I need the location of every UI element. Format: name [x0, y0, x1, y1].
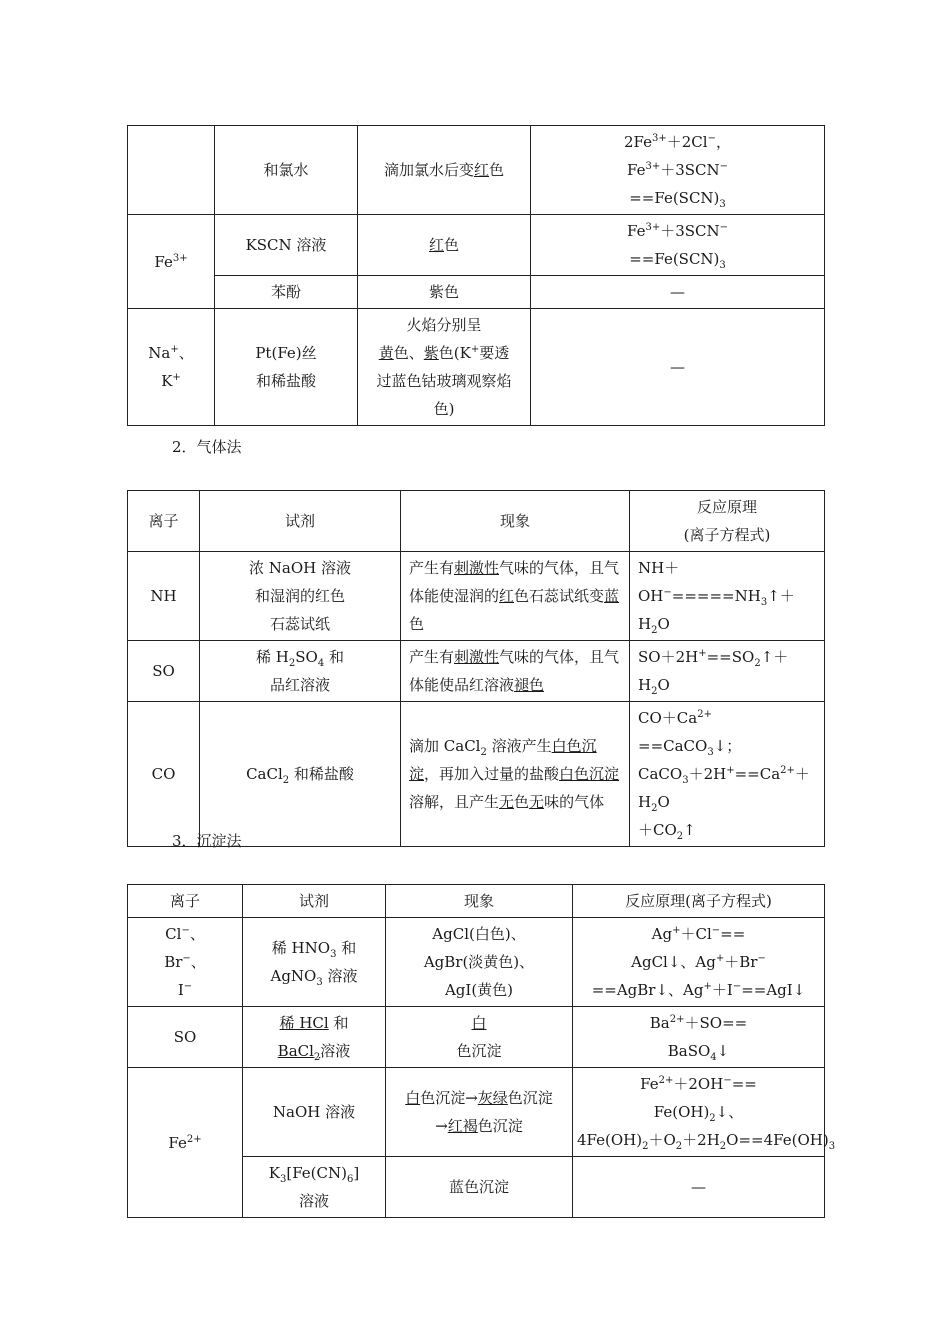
cell-line: 色沉淀 [456, 1042, 502, 1060]
cell-line: 过蓝色钴玻璃观察焰 [376, 372, 512, 390]
cell-line: SO [173, 1028, 197, 1046]
cell-line: $K_3[Fe(CN)_6]$ [268, 1164, 360, 1185]
section-title-gas-method: 2．气体法 [172, 438, 242, 456]
cell-line: 浓 NaOH 溶液 [249, 559, 351, 577]
cell-line: Pt(Fe)丝 [255, 344, 317, 362]
cell-line: KSCN 溶液 [245, 236, 327, 254]
cell-line: 紫色 [428, 283, 459, 301]
phenomenon-cell [358, 215, 531, 276]
cell-line: 稀 HCl 和 [279, 1014, 349, 1032]
cell-line: BaSO$_4$↓ [667, 1042, 730, 1063]
cell-line: 稀 $HNO_3$ 和 [271, 939, 357, 960]
header-reagent: 试剂 [243, 885, 386, 918]
cell-line: 红色 [428, 236, 460, 254]
reagent-cell [200, 641, 401, 702]
table-row [128, 309, 825, 426]
cell-line: 火焰分别呈 [406, 316, 482, 334]
reagent-cell [200, 552, 401, 641]
section-title-precipitate-method: 3．沉淀法 [172, 832, 242, 850]
equation-cell [531, 309, 825, 426]
phenomenon-cell [386, 918, 573, 1007]
table-row [128, 918, 825, 1007]
cell-line: 石蕊试纸 [269, 615, 330, 633]
reagent-cell [215, 309, 358, 426]
ion-cell [128, 1007, 243, 1068]
cell-line: Br−、 [164, 953, 206, 971]
reagent-cell [215, 126, 358, 215]
cell-line: AgBr(淡黄色)、 [423, 953, 535, 971]
cell-line: $Fe^{2+}$ [168, 1133, 202, 1152]
cell-line: $Fe^{3+}+3SCN^-$ [626, 222, 729, 240]
header-phenomenon: 现象 [401, 491, 630, 552]
cell-line: $4Fe(OH)_2+O_2+2H_2O==4Fe(OH)_3$ [577, 1131, 836, 1152]
ion-cell: Na+、 K+ [128, 309, 215, 426]
cell-line: Cl−、 [165, 925, 205, 943]
equation-cell [573, 918, 825, 1007]
header-equation [630, 491, 825, 552]
reagent-cell [243, 1068, 386, 1157]
cell-line: — [691, 1178, 706, 1196]
ion-cell: $Fe^{3+}$ [128, 215, 215, 309]
cell-line: Ag+＋Cl−== [651, 925, 746, 943]
cell-line: AgCl(白色)、 [432, 925, 526, 943]
cell-line: AgCl↓、Ag+＋Br− [631, 953, 766, 971]
cell-line: 白色沉淀→灰绿色沉淀 [405, 1089, 553, 1107]
table-row [128, 1068, 825, 1157]
table-row [128, 276, 825, 309]
cell-line: (离子方程式) [683, 526, 771, 544]
reagent-cell [215, 276, 358, 309]
header-phenomenon: 现象 [386, 885, 573, 918]
cell-line: 稀 $H_2SO_4$ 和 [256, 648, 344, 669]
cell-line: NaOH 溶液 [272, 1103, 356, 1121]
cell-line: $==Fe(SCN)_3$ [629, 250, 726, 271]
phenomenon-cell: 产生有刺激性气味的气体，且气体能使湿润的红色石蕊试纸变蓝色 [401, 552, 630, 641]
cell-line: $2Fe^{3+}+2Cl^-$， [624, 133, 731, 151]
table-row [128, 126, 825, 215]
equation-cell: $NH+OH^-=====NH_3↑+H_2O$ [630, 552, 825, 641]
ion-test-table-gas [127, 490, 825, 847]
table-row [128, 215, 825, 276]
cell-line: 色) [433, 400, 455, 418]
cell-line: $Fe(OH)_2↓$、 [653, 1103, 744, 1124]
ion-test-table-color [127, 125, 825, 426]
cell-line: 反应原理 [696, 498, 757, 516]
phenomenon-cell [386, 1157, 573, 1218]
ion-cell [128, 126, 215, 215]
cell-line: $Ba^{2+}+SO==$ [649, 1014, 748, 1032]
table-row [128, 702, 825, 847]
header-reagent: 试剂 [200, 491, 401, 552]
phenomenon-cell [358, 126, 531, 215]
phenomenon-cell [358, 309, 531, 426]
ion-cell [128, 1068, 243, 1218]
phenomenon-cell [386, 1007, 573, 1068]
cell-line: I− [177, 981, 193, 999]
cell-line: 蓝色沉淀 [448, 1178, 509, 1196]
cell-line: $Fe^{2+}+2OH^-==$ [640, 1075, 757, 1093]
reagent-cell [243, 1157, 386, 1218]
cell-line: — [670, 283, 685, 301]
header-ion: 离子 [128, 491, 200, 552]
header-equation: 反应原理(离子方程式) [573, 885, 825, 918]
cell-line: 白 [471, 1014, 487, 1032]
reagent-cell [215, 215, 358, 276]
equation-cell [531, 126, 825, 215]
cell-line: BaCl$_2$溶液 [277, 1042, 351, 1063]
ion-cell: SO [128, 641, 200, 702]
cell-line: 品红溶液 [269, 676, 330, 694]
cell-line: 和氯水 [263, 161, 309, 179]
reagent-cell [243, 918, 386, 1007]
equation-cell [573, 1157, 825, 1218]
phenomenon-cell [386, 1068, 573, 1157]
cell-line: 溶液 [298, 1192, 329, 1210]
reagent-cell [200, 702, 401, 847]
equation-cell [573, 1068, 836, 1157]
cell-line: CaCl$_2$ 和稀盐酸 [246, 765, 354, 786]
cell-line: 和稀盐酸 [255, 372, 316, 390]
cell-line: $==Fe(SCN)_3$ [629, 189, 726, 210]
table-header-row [128, 491, 825, 552]
cell-line: →红褐色沉淀 [435, 1117, 523, 1135]
cell-line: 黄色、紫色(K+要透 [378, 344, 510, 362]
cell-line: $Fe^{3+}+3SCN^-$ [626, 161, 729, 179]
table-row [128, 1007, 825, 1068]
ion-cell: CO [128, 702, 200, 847]
table-row [128, 641, 825, 702]
cell-line: AgNO$_3$ 溶液 [270, 967, 358, 988]
table-header-row [128, 885, 825, 918]
cell-line: 和湿润的红色 [254, 587, 345, 605]
phenomenon-cell [358, 276, 531, 309]
ion-cell [128, 918, 243, 1007]
reagent-cell [243, 1007, 386, 1068]
cell-line: AgI(黄色) [444, 981, 514, 999]
header-ion: 离子 [128, 885, 243, 918]
equation-cell [531, 276, 825, 309]
cell-line: — [670, 358, 685, 376]
equation-cell [531, 215, 825, 276]
cell-line: ==AgBr↓、Ag+＋I−==AgI↓ [591, 981, 806, 999]
table-row [128, 552, 825, 641]
ion-cell: NH [128, 552, 200, 641]
phenomenon-cell: 滴加 CaCl$_2$ 溶液产生白色沉淀，再加入过量的盐酸白色沉淀溶解，且产生无色无味的气体 [401, 702, 630, 847]
equation-cell: $SO+2H^+==SO_2↑+H_2O$ [630, 641, 825, 702]
cell-line: 苯酚 [270, 283, 301, 301]
equation-cell: $CO+Ca^{2+}$ ==CaCO$_3$↓； $CaCO_3+2H^+==Ca^{2+}+H_2O$ $+CO_2↑$ [630, 702, 825, 847]
equation-cell [573, 1007, 825, 1068]
cell-line: 滴加氯水后变红色 [383, 161, 505, 179]
ion-test-table-precipitate [127, 884, 836, 1218]
phenomenon-cell: 产生有刺激性气味的气体，且气体能使品红溶液褪色 [401, 641, 630, 702]
